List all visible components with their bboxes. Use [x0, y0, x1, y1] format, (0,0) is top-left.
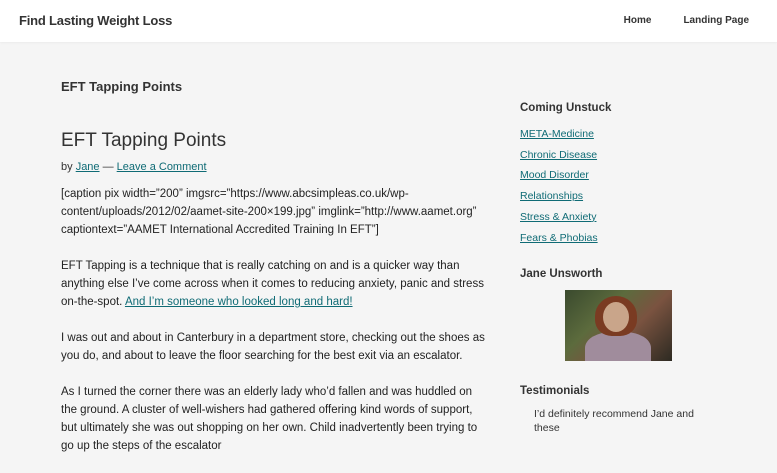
site-title[interactable]: Find Lasting Weight Loss [19, 13, 173, 28]
primary-nav [624, 15, 749, 26]
archive-title: EFT Tapping Points [61, 79, 183, 94]
widget-testimonials [520, 385, 720, 435]
paragraph-caption: [caption pix width=”200” imgsrc=”https://www.abcsimpleas.co.uk/wp-content/uploads/2012/02/aamet-site-200×199.jpg” imglink=”http://www.aamet.org” captiontext=”AAMET International Accredited Training In EFT”] [61, 188, 477, 236]
sidebar-link-chronic-disease[interactable]: Chronic Disease [520, 148, 598, 161]
inline-link[interactable]: And I’m someone who looked long and hard! [124, 296, 353, 308]
nav-landing-page[interactable]: Landing Page [683, 15, 749, 26]
photo-shoulders [585, 332, 651, 361]
post-meta [61, 161, 486, 173]
post-content [61, 185, 486, 455]
category-list [520, 124, 720, 248]
site-header [0, 0, 777, 42]
testimonial-quote: I’d definitely recommend Jane and these [534, 408, 694, 435]
sidebar [520, 102, 720, 435]
widget-title-jane-unsworth: Jane Unsworth [520, 268, 603, 281]
main-content [61, 129, 486, 473]
nav-home[interactable]: Home [623, 15, 652, 26]
meta-separator: — [102, 161, 114, 173]
sidebar-link-stress-anxiety[interactable]: Stress & Anxiety [520, 210, 597, 223]
byline-label: by [61, 161, 73, 173]
photo-face [603, 302, 629, 332]
post-title[interactable]: EFT Tapping Points [61, 130, 227, 151]
paragraph-story: I was out and about in Canterbury in a department store, checking out the shoes as you do, and about to leave the floor searching for the best exit via an escalator. [61, 332, 485, 362]
sidebar-link-mood-disorder[interactable]: Mood Disorder [520, 169, 589, 182]
widget-jane-unsworth [520, 268, 720, 361]
intro-text: EFT Tapping is a technique that is really catching on and is a quicker way than anything else I’ve come across when it comes to reducing anxiety, panic and stress on-the-spot. [61, 260, 484, 308]
author-link[interactable]: Jane [75, 161, 100, 173]
widget-title-testimonials: Testimonials [520, 385, 590, 398]
widget-coming-unstuck [520, 102, 720, 248]
paragraph-intro [61, 257, 486, 311]
author-photo [565, 290, 672, 361]
paragraph-story-2: As I turned the corner there was an elderly lady who’d fallen and was huddled on the ground. A cluster of well-wishers had gathered offering kind words of support, but ultimately she was out shopping on her own. Child inadvertently been trying to go up the steps of the escalator [61, 386, 478, 452]
sidebar-link-meta-medicine[interactable]: META-Medicine [520, 128, 594, 140]
sidebar-link-relationships[interactable]: Relationships [520, 190, 584, 203]
sidebar-link-fears-phobias[interactable]: Fears & Phobias [520, 231, 598, 244]
widget-title-coming-unstuck: Coming Unstuck [520, 102, 612, 114]
comment-link[interactable]: Leave a Comment [116, 161, 207, 173]
